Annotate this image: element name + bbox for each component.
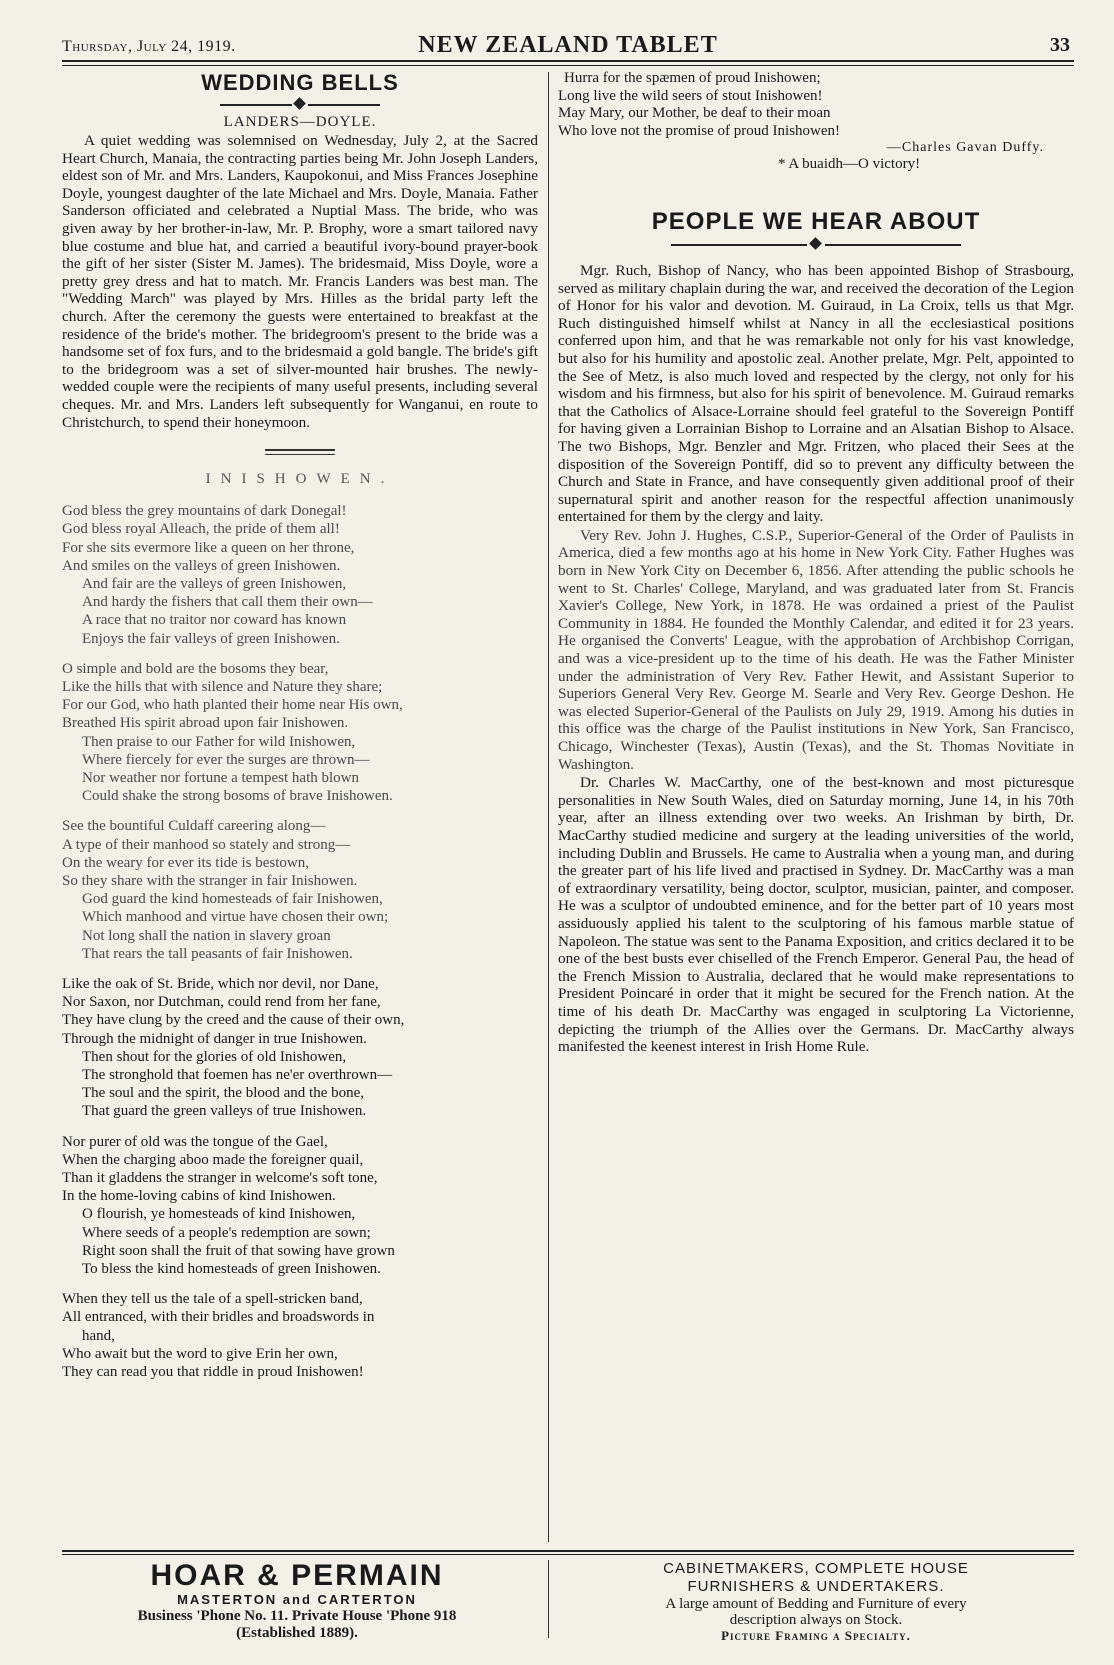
- poem-line: O flourish, ye homesteads of kind Inishowen,: [82, 1206, 356, 1223]
- poem-line: God guard the kind homesteads of fair Inishowen,: [82, 891, 383, 908]
- poem-line: Nor purer of old was the tongue of the Gael,: [62, 1133, 328, 1150]
- poem-line: Not long shall the nation in slavery groan: [82, 927, 331, 944]
- advert-towns: MASTERTON and CARTERTON: [177, 1592, 417, 1607]
- left-column: [62, 70, 538, 1545]
- masthead: [62, 30, 1074, 62]
- poem-stanzas: [62, 502, 538, 1381]
- people-article: [558, 262, 1074, 1056]
- heading-ornament: [671, 238, 961, 252]
- poem-continuation: [558, 70, 1074, 174]
- poem-line: That rears the tall peasants of fair Inishowen.: [82, 945, 353, 962]
- poem-line: The stronghold that foemen has ne'er overthrown—: [82, 1066, 393, 1083]
- poem-line: O simple and bold are the bosoms they bear,: [62, 660, 329, 677]
- hoar-permain-advert: [62, 1560, 532, 1642]
- wedding-article-text: A quiet wedding was solemnised on Wednesday, July 2, at the Sacred Heart Church, Manaia, the contracting parties being Mr. John Joseph Landers, eldest son of Mr. and Mrs. Landers, Kaupokonui, and Miss Frances Josephine Doyle, youngest daughter of the late Michael and Mrs. Doyle, Manaia. Father Sanderson officiated and celebrated a Nuptial Mass. The bride, who was given away by her brother-in-law, Mr. P. Brophy, wore a smart tailored navy blue costume and blue hat, and carried a beautiful ivory-bound prayer-book the gift of her sister (Sister M. James). The bridesmaid, Miss Doyle, wore a pretty grey dress and hat to match. Mr. Francis Landers was best man. The "Wedding March" was played by Mrs. Hilles as the bridal party left the church. After the ceremony the guests were entertained to breakfast at the residence of the bride's mother. The bridegroom's present to the bride was a handsome set of fox furs, and to the bridesmaid a gold bangle. The bride's gift to the bridegroom was a set of silver-mounted hair brushes. The newly-wedded couple were the recipients of many useful presents, including several cheques. Mr. and Mrs. Landers left subsequently for Wanganui, en route to Christchurch, to spend their honeymoon.: [62, 132, 538, 431]
- section-divider: [265, 449, 335, 451]
- poem-line: To bless the kind homesteads of green Inishowen.: [82, 1261, 381, 1278]
- poem-line: And smiles on the valleys of green Inishowen.: [62, 557, 341, 574]
- wedding-subtitle: LANDERS—DOYLE.: [223, 114, 377, 130]
- poem-line: Where fiercely for ever the surges are thrown—: [82, 751, 370, 768]
- poem-line: Which manhood and virtue have chosen their own;: [82, 909, 389, 926]
- poem-line: When they tell us the tale of a spell-stricken band,: [62, 1291, 363, 1308]
- poem-stanza: [62, 817, 538, 963]
- poem-line: A race that no traitor nor coward has known: [82, 612, 347, 629]
- poem-footnote: * A buaidh—O victory!: [778, 156, 921, 173]
- advert-line-5: Picture Framing a Specialty.: [721, 1628, 911, 1643]
- poem-line: Like the oak of St. Bride, which nor devil, nor Dane,: [62, 975, 379, 992]
- article-columns: [62, 70, 1074, 1545]
- poem-line: hand,: [82, 1327, 115, 1344]
- poem-line: So they share with the stranger in fair Inishowen.: [62, 872, 358, 889]
- newspaper-page: [62, 30, 1074, 1643]
- poem-line: Then shout for the glories of old Inishowen,: [82, 1048, 347, 1065]
- advert-line-2: FURNISHERS & UNDERTAKERS.: [687, 1578, 945, 1595]
- masthead-rule: [62, 65, 1074, 66]
- poem-line: Breathed His spirit abroad upon fair Inishowen.: [62, 715, 349, 732]
- issue-date: Thursday, July 24, 1919.: [62, 38, 236, 55]
- poem-stanza: [62, 1290, 538, 1381]
- poem-line: Then praise to our Father for wild Inishowen,: [82, 733, 356, 750]
- poem-stanza: [62, 975, 538, 1121]
- poem-line: When the charging aboo made the foreigner quail,: [62, 1151, 364, 1168]
- advert-phones: Business 'Phone No. 11. Private House 'Phone 918: [137, 1608, 457, 1624]
- advert-rule-thin: [62, 1554, 1074, 1555]
- advert-established: (Established 1889).: [236, 1625, 358, 1641]
- poem-line: Through the midnight of danger in true Inishowen.: [62, 1030, 367, 1047]
- advertisements: [62, 1559, 1074, 1643]
- people-paragraph: Dr. Charles W. MacCarthy, one of the best-known and most picturesque personalities in New South Wales, died on Saturday morning, June 14, in his 70th year, after an illness extending over two weeks. An Irishman by birth, Dr. MacCarthy studied medicine and surgery at the leading universities of the world, including Dublin and Brussels. He came to Australia when a young man, and during the greater part of his life lived and practised in Sydney. Dr. MacCarthy was a man of extraordinary versatility, being doctor, sculptor, musician, painter, and composer. He was a sculptor of undoubted eminence, and for the better part of 10 years most assiduously applied his talent to the sculptoring of his famous marble statue of Napoleon. The statue was sent to the Panama Exposition, and critics declared it to be one of the best busts ever chiselled of the French Emperor. General Pau, the head of the French Mission to Australia, declared that he would make representations to President Poincaré in order that it might be secured for the French nation. At the time of his death Dr. MacCarthy was engaged in sculptoring La Victorienne, depicting the triumph of the Allies over the Germans. Dr. MacCarthy always manifested the keenest interest in Irish Home Rule.: [558, 774, 1074, 1056]
- people-paragraph: Very Rev. John J. Hughes, C.S.P., Superior-General of the Order of Paulists in America, died a few months ago at his home in New York City. Father Hughes was born in New York City on December 6, 1856. After attending the public schools he went to St. Charles' College, Maryland, and was graduated later from St. Francis Xavier's College, New York, in 1878. He was ordained a priest of the Paulist Community in 1884. He founded the Monthly Calendar, and edited it for 23 years. He organised the Converts' League, with the approbation of Archbishop Corrigan, and was a vice-president up to the time of his death. He was the Father Minister under the administration of Very Rev. Father Hewit, and Assistant Superior to Superiors General Very Rev. George M. Searle and Very Rev. George Deshon. He was elected Superior-General of the Paulists on July 29, 1919. Among his duties in this office was the charge of the Paulist institutions in New York, San Francisco, Chicago, Winchester (Texas), Austin (Texas), and the St. Thomas Novitiate in Washington.: [558, 526, 1074, 773]
- poem-line: The soul and the spirit, the blood and the bone,: [82, 1085, 365, 1102]
- section-divider-thin: [265, 454, 335, 455]
- poem-line: Who await but the word to give Erin her own,: [62, 1345, 338, 1362]
- column-rule: [548, 72, 549, 1542]
- page-number: 33: [1050, 34, 1070, 56]
- poem-line: Enjoys the fair valleys of green Inishowen.: [82, 630, 340, 647]
- poem-line: May Mary, our Mother, be deaf to their moan: [558, 105, 831, 122]
- right-column: [558, 70, 1074, 1545]
- cabinetmakers-advert: [558, 1560, 1074, 1644]
- advert-line-1: CABINETMAKERS, COMPLETE HOUSE: [663, 1560, 969, 1577]
- advert-line-4: description always on Stock.: [729, 1612, 903, 1628]
- poem-line: In the home-loving cabins of kind Inishowen.: [62, 1188, 336, 1205]
- publication-title: NEW ZEALAND TABLET: [418, 32, 718, 58]
- advert-rule: [62, 1550, 1074, 1552]
- poem-line: Where seeds of a people's redemption are sown;: [82, 1224, 371, 1241]
- poem-line: A type of their manhood so stately and strong—: [62, 836, 351, 853]
- poem-attribution: —Charles Gavan Duffy.: [886, 140, 1044, 156]
- poem-line: They have clung by the creed and the cause of their own,: [62, 1012, 405, 1029]
- poem-line: Could shake the strong bosoms of brave Inishowen.: [82, 788, 393, 805]
- poem-line: Right soon shall the fruit of that sowing have grown: [82, 1242, 395, 1259]
- poem-line: All entranced, with their bridles and broadswords in: [62, 1309, 375, 1326]
- poem-stanza: [62, 502, 538, 648]
- poem-line: That guard the green valleys of true Inishowen.: [82, 1103, 367, 1120]
- poem-line: Nor Saxon, nor Dutchman, could rend from her fane,: [62, 994, 381, 1011]
- people-paragraph: Mgr. Ruch, Bishop of Nancy, who has been appointed Bishop of Strasbourg, served as military chaplain during the war, and received the decoration of the Legion of Honor for his valor and devotion. M. Guiraud, in La Croix, tells us that Mgr. Ruch distinguished himself whilst at Nancy in all the ecclesiastical positions conferred upon him, and that he was remarkable not only for his vast knowledge, but also for his humility and apostolic zeal. Another prelate, Mgr. Pelt, appointed to the See of Metz, is also much loved and respected by the clergy, not only for his wisdom and his firmness, but also for his spirit of benevolence. M. Guiraud remarks that the Catholics of Alsace-Lorraine should feel grateful to the Sovereign Pontiff for having given a Lorrainian Bishop to Lorraine and an Alsatian Bishop to Alsace. The two Bishops, Mgr. Benzler and Mgr. Fritzen, who placed their Sees at the disposition of the Sovereign Pontiff, did so to prevent any difficulty between the Church and State in France, and have consequently given additional proof of their supernatural spirit and another reason for the respectful affection unanimously entertained for them by the clergy and laity.: [558, 261, 1074, 526]
- advert-business-name: HOAR & PERMAIN: [150, 1559, 444, 1592]
- poem-line: For our God, who hath planted their home near His own,: [62, 697, 403, 714]
- poem-line: Hurra for the spæmen of proud Inishowen;: [564, 70, 821, 86]
- poem-line: God bless royal Alleach, the pride of them all!: [62, 521, 340, 538]
- poem-line: On the weary for ever its tide is bestown,: [62, 854, 310, 871]
- people-we-hear-about-heading: PEOPLE WE HEAR ABOUT: [651, 207, 981, 235]
- poem-line: For she sits evermore like a queen on her throne,: [62, 539, 355, 556]
- poem-line: Nor weather nor fortune a tempest hath blown: [82, 769, 359, 786]
- poem-title: INISHOWEN.: [205, 471, 395, 488]
- poem-line: And fair are the valleys of green Inishowen,: [82, 575, 347, 592]
- heading-ornament: [220, 98, 380, 112]
- poem-line: See the bountiful Culdaff careering along—: [62, 818, 326, 835]
- wedding-bells-heading: WEDDING BELLS: [201, 70, 399, 95]
- poem-stanza: [62, 660, 538, 806]
- poem-line: They can read you that riddle in proud Inishowen!: [62, 1364, 364, 1381]
- poem-line: Than it gladdens the stranger in welcome's soft tone,: [62, 1170, 378, 1186]
- poem-line: Like the hills that with silence and Nature they share;: [62, 678, 383, 695]
- poem-line: And hardy the fishers that call them their own—: [82, 594, 373, 611]
- poem-line: Who love not the promise of proud Inishowen!: [558, 122, 841, 139]
- poem-stanza: [62, 1133, 538, 1279]
- poem-line: God bless the grey mountains of dark Donegal!: [62, 503, 347, 520]
- advert-line-3: A large amount of Bedding and Furniture of every: [665, 1596, 967, 1612]
- advert-divider: [548, 1560, 549, 1638]
- poem-line: Long live the wild seers of stout Inishowen!: [558, 87, 823, 104]
